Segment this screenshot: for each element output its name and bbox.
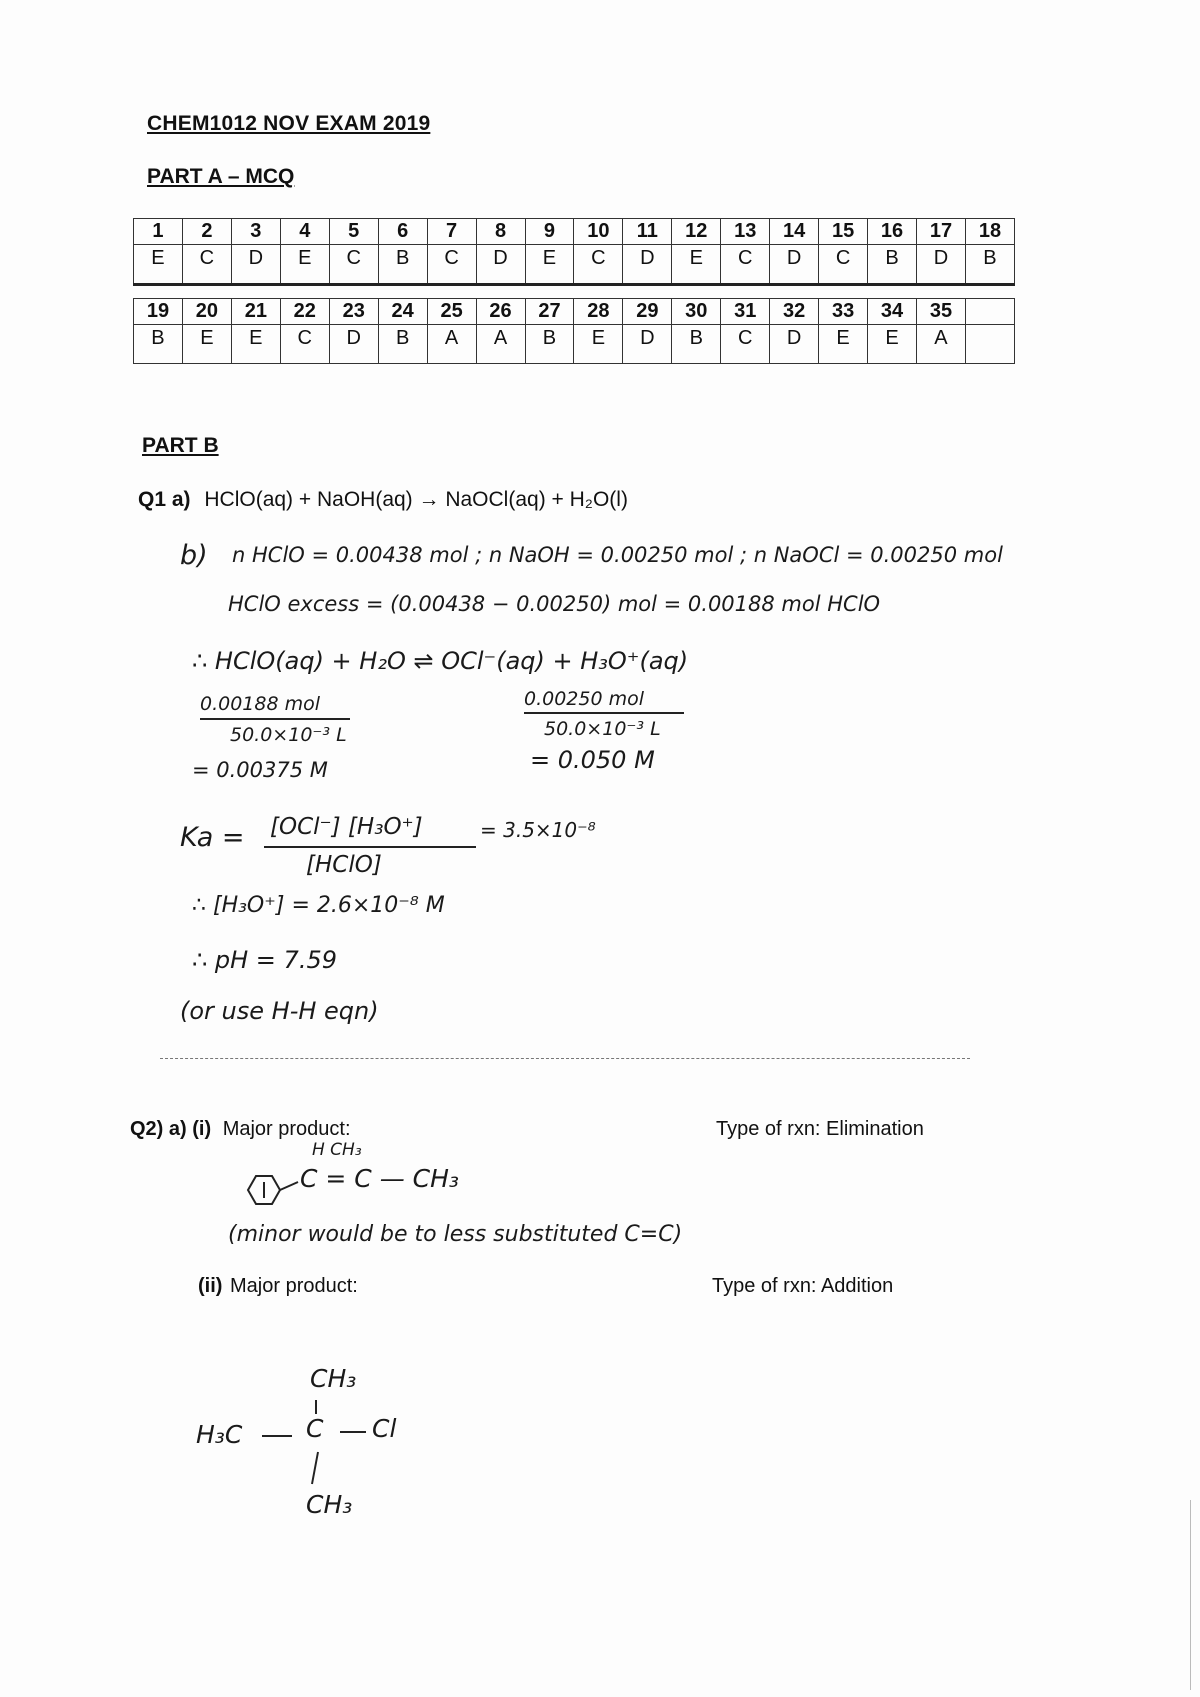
conc-right-result: = 0.050 M: [530, 746, 655, 774]
mcq-answer: B: [525, 325, 574, 364]
mcq-number-text: 3: [250, 220, 262, 242]
mcq-answer: C: [280, 325, 329, 364]
mcq-question-number: [819, 219, 868, 245]
ka-denominator: [HClO]: [306, 852, 382, 878]
mcq-number-text: 23: [342, 300, 365, 322]
ka-value: = 3.5×10⁻⁸: [480, 818, 596, 842]
mcq-answer: E: [182, 325, 231, 364]
part-a-heading: PART A – MCQ: [147, 165, 295, 188]
mcq-number-text: 19: [146, 300, 170, 322]
structure-left-methyl: H₃C: [196, 1420, 243, 1449]
mcq-answer: A: [917, 325, 966, 364]
mcq-answer: D: [917, 245, 966, 285]
mcq-number-text: 13: [734, 220, 757, 242]
mcq-answer: E: [134, 245, 183, 285]
mcq-question-number: [917, 219, 966, 245]
page-title: CHEM1012 NOV EXAM 2019: [147, 112, 431, 135]
q1-equation: HClO(aq) + NaOH(aq) → NaOCl(aq) + H₂O(l): [204, 488, 628, 511]
mcq-answer: D: [770, 325, 819, 364]
product-a-structure: C = C — CH₃: [300, 1164, 459, 1193]
conc-left-numerator: 0.00188 mol: [200, 693, 321, 715]
mcq-number-text: 12: [685, 220, 708, 242]
mcq-number-text: 18: [978, 220, 1002, 242]
mcq-answer: C: [819, 245, 868, 285]
mcq-answer-row: [134, 245, 1015, 285]
mcq-number-text: 33: [831, 300, 855, 322]
mcq-answer: A: [427, 325, 476, 364]
structure-top-methyl: CH₃: [310, 1364, 357, 1393]
mcq-question-number: [476, 219, 525, 245]
conc-right-denominator: 50.0×10⁻³ L: [544, 718, 661, 740]
mcq-question-number: [378, 219, 427, 245]
mcq-question-number: [182, 299, 231, 325]
mcq-question-number: [574, 299, 623, 325]
mcq-question-number: [819, 299, 868, 325]
conc-left-fraction-bar: [200, 718, 350, 720]
q1-equation-line: [138, 488, 628, 512]
mcq-answer: B: [378, 245, 427, 285]
mcq-number-text: 21: [244, 300, 267, 322]
conc-right-numerator: 0.00250 mol: [524, 688, 645, 710]
mcq-number-text: 6: [397, 220, 409, 242]
structure-chlorine: Cl: [372, 1414, 397, 1443]
mcq-answer: D: [231, 245, 280, 285]
mcq-answer: D: [623, 325, 672, 364]
mcq-number-text: 1: [152, 220, 164, 242]
mcq-question-number: [721, 299, 770, 325]
mcq-number-text: 31: [734, 300, 757, 322]
q1b-equilibrium: ∴ HClO(aq) + H₂O ⇌ OCl⁻(aq) + H₃O⁺(aq): [192, 647, 689, 675]
mcq-question-number: [672, 299, 721, 325]
mcq-number-text: 2: [201, 220, 213, 242]
mcq-question-number: [280, 299, 329, 325]
mcq-answer: [965, 325, 1014, 364]
mcq-question-number: [329, 299, 378, 325]
mcq-answer: C: [427, 245, 476, 285]
mcq-question-number: [623, 299, 672, 325]
mcq-answer: C: [182, 245, 231, 285]
mcq-question-number: [770, 299, 819, 325]
mcq-answer: D: [623, 245, 672, 285]
alt-method-note: (or use H-H eqn): [180, 997, 379, 1025]
mcq-number-text: 14: [783, 220, 806, 242]
mcq-question-number: [231, 219, 280, 245]
mcq-answer: E: [819, 325, 868, 364]
section-divider: [160, 1058, 970, 1059]
mcq-question-number: [770, 219, 819, 245]
mcq-answer: E: [525, 245, 574, 285]
mcq-number-text: 29: [636, 300, 659, 322]
mcq-answer: E: [672, 245, 721, 285]
q2aii-major-product-label: Major product:: [230, 1275, 358, 1297]
q2aii-line: [198, 1275, 358, 1298]
mcq-answer: B: [672, 325, 721, 364]
mcq-question-number: [965, 299, 1014, 325]
mcq-question-number: [574, 219, 623, 245]
mcq-answer: B: [134, 325, 183, 364]
mcq-number-row: [134, 299, 1015, 325]
product-a-substituents: H CH₃: [312, 1140, 362, 1160]
mcq-number-text: 20: [195, 300, 219, 322]
mcq-question-number: [378, 299, 427, 325]
mcq-number-text: 8: [494, 220, 507, 242]
mcq-number-text: 9: [543, 220, 556, 242]
mcq-question-number: [329, 219, 378, 245]
mcq-answer: D: [476, 245, 525, 285]
q2a-label: Q2) a) (i): [130, 1118, 212, 1140]
mcq-question-number: [672, 219, 721, 245]
mcq-question-number: [231, 299, 280, 325]
mcq-number-text: 16: [880, 220, 904, 242]
mcq-question-number: [868, 219, 917, 245]
scan-edge-shadow: [1190, 1500, 1191, 1690]
conc-right-fraction-bar: [524, 712, 684, 714]
benzene-ring-icon: [238, 1168, 300, 1208]
mcq-answer: B: [965, 245, 1014, 285]
mcq-number-text: 17: [929, 220, 953, 242]
mcq-answer: C: [574, 245, 623, 285]
mcq-question-number: [476, 299, 525, 325]
mcq-table-1: [133, 218, 1015, 286]
mcq-number-text: 10: [587, 220, 610, 242]
mcq-answer: B: [868, 245, 917, 285]
mcq-question-number: [868, 299, 917, 325]
mcq-number-row: [134, 219, 1015, 245]
mcq-answer: A: [476, 325, 525, 364]
structure-bottom-methyl: CH₃: [306, 1490, 353, 1519]
mcq-number-text: 11: [636, 220, 658, 242]
mcq-question-number: [525, 219, 574, 245]
mcq-question-number: [623, 219, 672, 245]
h3o-result: ∴ [H₃O⁺] = 2.6×10⁻⁸ M: [192, 893, 445, 918]
mcq-question-number: [134, 219, 183, 245]
mcq-answer: E: [231, 325, 280, 364]
mcq-number-text: 24: [391, 300, 414, 322]
q2aii-reaction-type: Type of rxn: Addition: [712, 1275, 894, 1297]
mcq-question-number: [917, 299, 966, 325]
mcq-number-text: 30: [685, 300, 708, 322]
q1b-moles: n HClO = 0.00438 mol ; n NaOH = 0.00250 mol ; n NaOCl = 0.00250 mol: [232, 543, 1003, 567]
ka-lhs: Ka =: [180, 822, 245, 853]
mcq-question-number: [280, 219, 329, 245]
q2a-major-product-label: Major product:: [222, 1118, 351, 1140]
mcq-answer: C: [329, 245, 378, 285]
ka-numerator: [OCl⁻] [H₃O⁺]: [270, 814, 423, 840]
mcq-number-text: 34: [880, 300, 904, 322]
mcq-answer: D: [770, 245, 819, 285]
mcq-answer: C: [721, 245, 770, 285]
mcq-answer: E: [574, 325, 623, 364]
q1b-excess: HClO excess = (0.00438 − 0.00250) mol = 0.00188 mol HClO: [228, 592, 881, 616]
mcq-question-number: [134, 299, 183, 325]
mcq-number-text: 28: [587, 300, 610, 322]
mcq-question-number: [525, 299, 574, 325]
q1-label: Q1 a): [138, 488, 191, 511]
ka-fraction-bar: [264, 846, 476, 848]
mcq-answer: E: [280, 245, 329, 285]
q1b-label: b): [180, 540, 208, 571]
mcq-answer-row: [134, 325, 1015, 364]
mcq-question-number: [965, 219, 1014, 245]
mcq-question-number: [721, 219, 770, 245]
mcq-question-number: [427, 219, 476, 245]
conc-left-denominator: 50.0×10⁻³ L: [230, 724, 347, 746]
minor-product-note: (minor would be to less substituted C=C): [228, 1222, 683, 1247]
mcq-answer: C: [721, 325, 770, 364]
ph-result: ∴ pH = 7.59: [192, 946, 337, 974]
conc-left-result: = 0.00375 M: [192, 758, 328, 782]
mcq-question-number: [182, 219, 231, 245]
mcq-number-text: 22: [293, 300, 316, 322]
q2aii-label: (ii): [198, 1275, 223, 1297]
q2a-reaction-type: Type of rxn: Elimination: [716, 1118, 924, 1140]
mcq-number-text: 25: [440, 300, 463, 322]
mcq-table-2: [133, 298, 1015, 364]
mcq-number-text: 26: [489, 300, 512, 322]
mcq-question-number: [427, 299, 476, 325]
mcq-answer: E: [868, 325, 917, 364]
mcq-number-text: 7: [446, 220, 458, 242]
mcq-answer: D: [329, 325, 378, 364]
mcq-number-text: 32: [783, 300, 806, 322]
mcq-number-text: 35: [929, 300, 953, 322]
mcq-number-text: 4: [299, 220, 311, 242]
mcq-number-text: 15: [831, 220, 855, 242]
mcq-answer: B: [378, 325, 427, 364]
mcq-number-text: 5: [348, 220, 360, 242]
part-b-heading: PART B: [142, 434, 219, 457]
mcq-number-text: 27: [538, 300, 561, 322]
structure-central-carbon: C: [306, 1414, 324, 1443]
q2a-line: [130, 1118, 351, 1141]
